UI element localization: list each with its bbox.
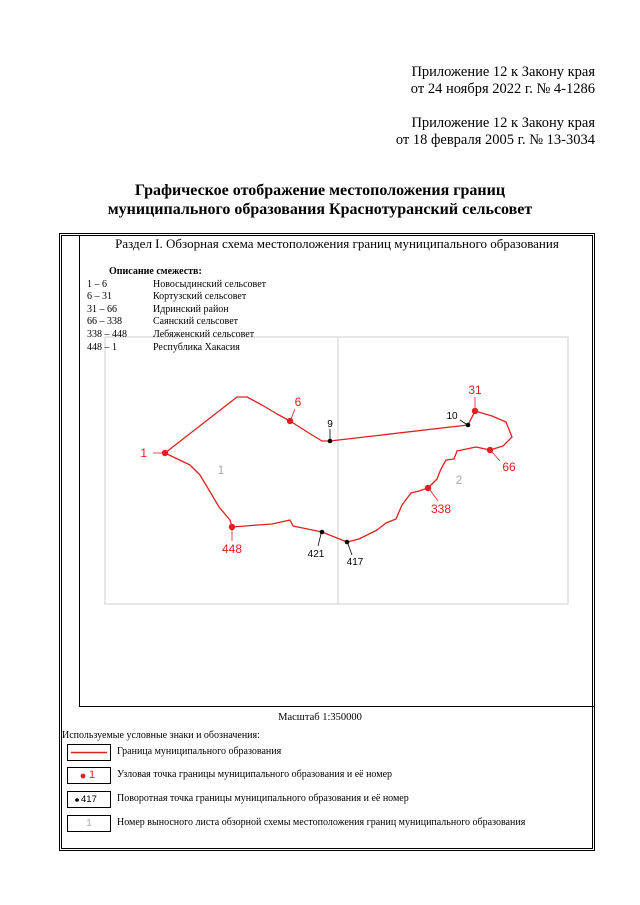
leader-421: [318, 534, 321, 546]
leader-66: [492, 452, 500, 461]
adjacency-row: [87, 329, 266, 342]
legend-heading: Используемые условные знаки и обозначения:: [62, 730, 260, 741]
document-title-line2: муниципального образования Краснотуранский сельсовет: [107, 201, 533, 218]
adjacency-name: Лебяженский сельсовет: [153, 328, 255, 340]
turning-point-9: [328, 439, 333, 444]
boundary-line-icon: [68, 745, 110, 760]
legend-nodal-symbol: [67, 767, 111, 784]
appendix-2005-line2: от 18 февраля 2005 г. № 13-3034: [395, 132, 595, 148]
nodal-label-66: 66: [502, 460, 516, 474]
legend-boundary-text: Граница муниципального образования: [117, 746, 282, 757]
adjacency-name: Республика Хакасия: [153, 341, 240, 353]
section-title: Раздел I. Обзорная схема местоположения границ муниципального образования: [115, 236, 559, 251]
nodal-label-338: 338: [430, 502, 452, 516]
turning-points: [320, 423, 471, 545]
adjacency-name: Новосыдинский сельсовет: [153, 278, 267, 290]
adjacency-range: 448 – 1: [87, 341, 117, 353]
turning-label-9: 9: [327, 419, 333, 430]
legend-boundary-symbol: [67, 744, 111, 761]
adjacency-row: [87, 304, 266, 317]
adjacency-heading: Описание смежеств:: [109, 266, 202, 277]
legend-sheet-sample: 1: [86, 818, 92, 829]
adjacency-row: [87, 279, 266, 292]
adjacency-range: 338 – 448: [87, 328, 127, 340]
adjacency-range: 1 – 6: [87, 278, 107, 290]
turning-point-10: [466, 423, 471, 428]
adjacency-name: Саянский сельсовет: [153, 316, 239, 328]
appendix-2005-line1: Приложение 12 к Закону края: [411, 115, 595, 131]
nodal-label-448: 448: [221, 542, 243, 556]
legend-turning-text: Поворотная точка границы муниципального образования и её номер: [117, 793, 409, 804]
leader-417: [348, 544, 352, 555]
adjacency-row: [87, 291, 266, 304]
document-title-line1: Графическое отображение местоположения границ: [134, 182, 506, 199]
legend-turning-symbol: [67, 791, 111, 808]
nodal-label-31: 31: [468, 383, 482, 397]
adjacency-range: 31 – 66: [87, 303, 117, 315]
legend-nodal-sample: 1: [89, 769, 96, 781]
appendix-2022-line1: Приложение 12 к Закону края: [411, 64, 595, 80]
appendix-2022-line2: от 24 ноября 2022 г. № 4-1286: [410, 81, 595, 97]
adjacency-name: Кортузский сельсовет: [153, 291, 247, 303]
nodal-label-1: 1: [140, 446, 147, 460]
adjacency-name: Идринский район: [153, 303, 229, 315]
sheet-grid: [105, 337, 568, 604]
nodal-label-6: 6: [294, 395, 302, 409]
sheet-number-1: 1: [217, 463, 225, 477]
turning-label-10: 10: [446, 411, 458, 422]
map-scale: Масштаб 1:350000: [278, 712, 362, 723]
adjacency-row: [87, 316, 266, 329]
legend-sheet-text: Номер выносного листа обзорной схемы местоположения границ муниципального образования: [117, 817, 526, 828]
point-labels: [140, 383, 516, 568]
legend-nodal-text: Узловая точка границы муниципального образования и её номер: [117, 769, 393, 780]
turning-point-421: [320, 530, 325, 535]
leader-6: [291, 409, 295, 419]
turning-label-417: 417: [346, 557, 364, 568]
adjacency-list: [87, 266, 266, 354]
turning-label-421: 421: [307, 549, 325, 560]
leader-338: [430, 490, 438, 501]
adjacency-range: 66 – 338: [87, 316, 122, 328]
sheet-number-2: 2: [455, 473, 463, 487]
adjacency-range: 6 – 31: [87, 291, 112, 303]
turning-point-417: [345, 540, 350, 545]
leader-10: [460, 420, 466, 424]
legend-turning-sample: 417: [81, 794, 97, 805]
adjacency-row: [87, 342, 266, 355]
legend-sheet-symbol: [67, 815, 111, 832]
sheet-2-frame: [338, 337, 568, 604]
nodal-point-6: [287, 418, 293, 424]
